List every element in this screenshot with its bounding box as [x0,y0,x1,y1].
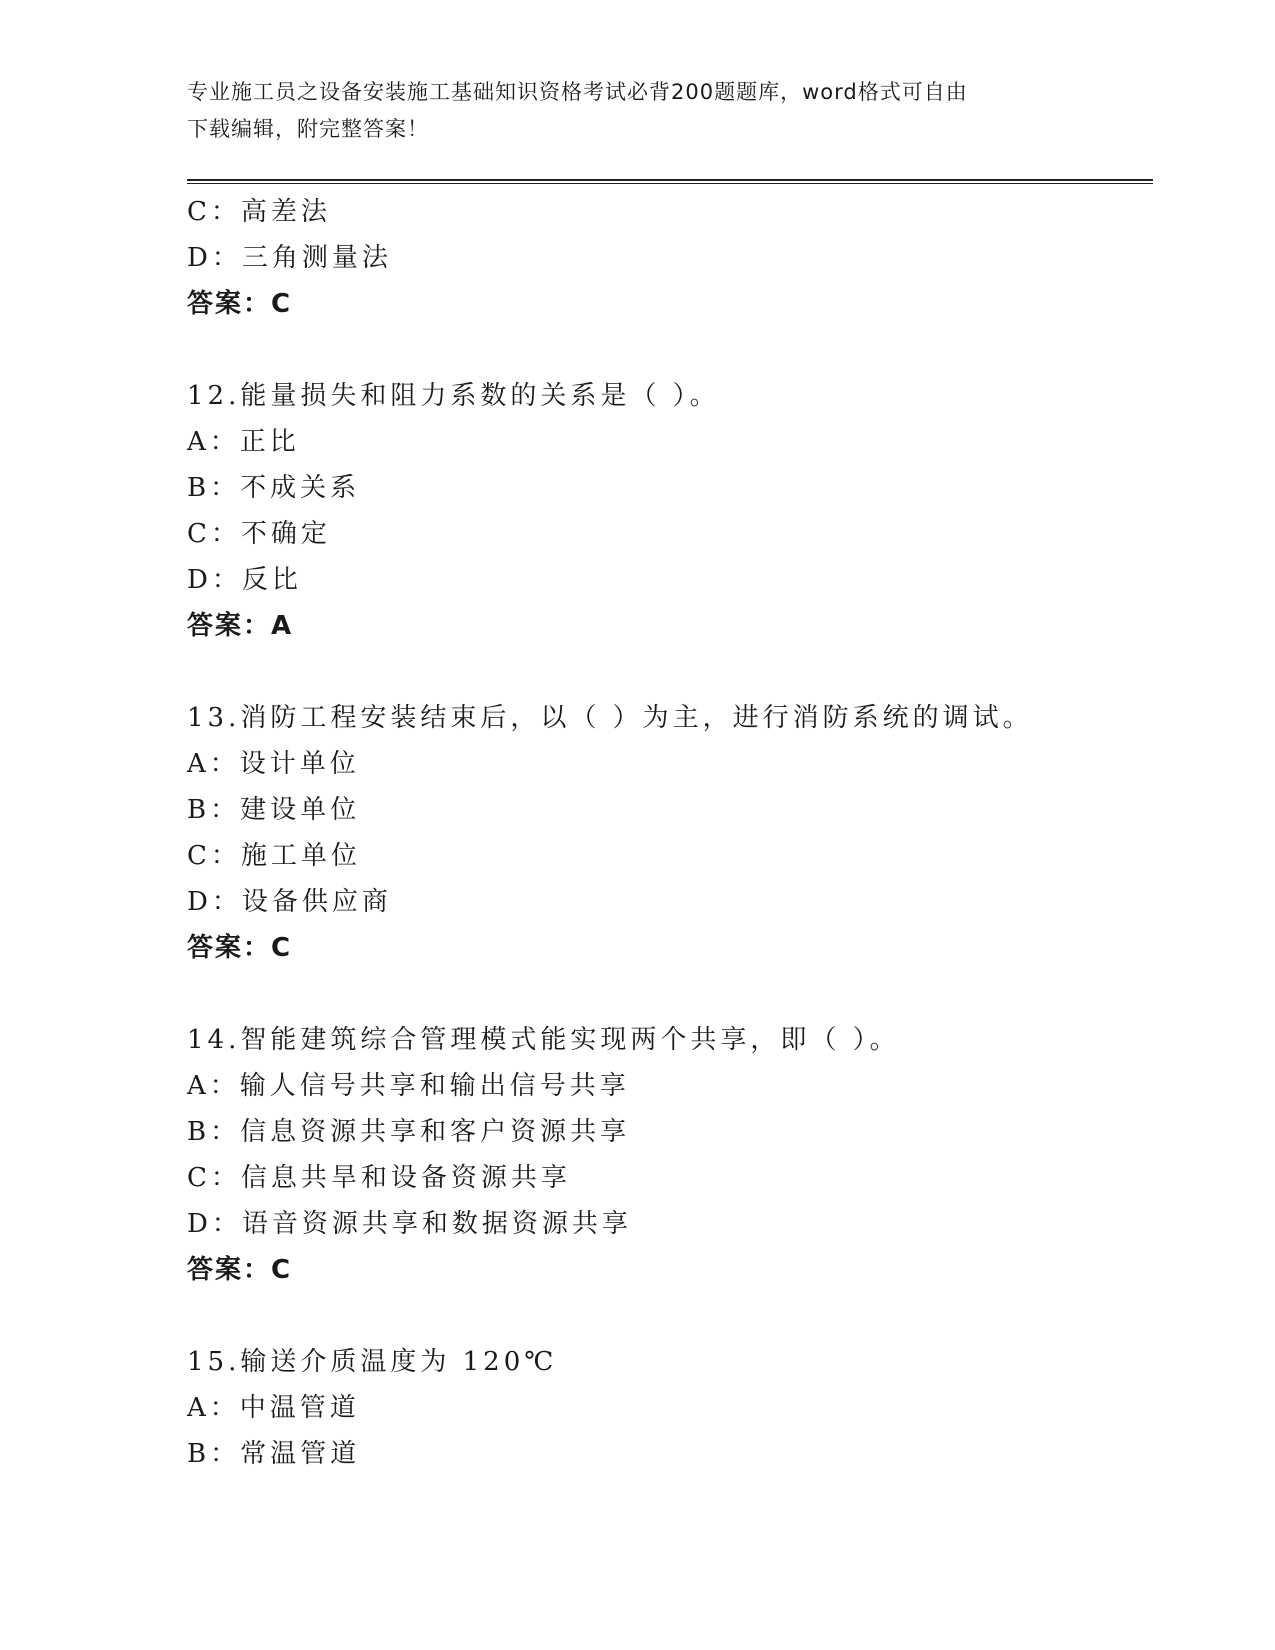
question-stem: 12.能量损失和阻力系数的关系是（ ）。 [187,381,720,411]
option-a: A：输人信号共享和输出信号共享 [187,1071,630,1101]
option-a: A：正比 [187,427,300,457]
answer: 答案：C [187,933,293,963]
spacer [187,649,1153,695]
document-header [187,74,1067,148]
question-list [187,189,1153,1477]
option-c: C：信息共旱和设备资源共享 [187,1163,571,1193]
header-divider [187,179,1153,184]
answer: 答案：C [187,1255,293,1285]
question-13 [187,695,1153,971]
option-c: C：施工单位 [187,841,361,871]
option-b: B：建设单位 [187,795,361,825]
spacer [187,971,1153,1017]
answer: 答案：C [187,289,293,319]
question-stem: 14.智能建筑综合管理模式能实现两个共享，即（ ）。 [187,1025,900,1055]
answer: 答案：A [187,611,294,641]
question-fragment [187,189,1153,327]
option-d: D：反比 [187,565,302,595]
spacer [187,327,1153,373]
option-d: D：三角测量法 [187,243,392,273]
question-12 [187,373,1153,649]
spacer [187,1293,1153,1339]
question-14 [187,1017,1153,1293]
option-d: D：语音资源共享和数据资源共享 [187,1209,632,1239]
option-a: A：设计单位 [187,749,360,779]
header-title-line-2: 下载编辑，附完整答案！ [187,117,429,141]
option-d: D：设备供应商 [187,887,392,917]
option-c: C：高差法 [187,197,331,227]
question-stem: 15.输送介质温度为 120℃ [187,1347,558,1377]
option-b: B：信息资源共享和客户资源共享 [187,1117,631,1147]
option-b: B：常温管道 [187,1439,361,1469]
question-15 [187,1339,1153,1477]
question-stem: 13.消防工程安装结束后，以（ ）为主，进行消防系统的调试。 [187,703,1033,733]
option-c: C：不确定 [187,519,331,549]
option-a: A：中温管道 [187,1393,360,1423]
header-title-line-1: 专业施工员之设备安装施工基础知识资格考试必背200题题库，word格式可自由 [187,80,968,104]
option-b: B：不成关系 [187,473,361,503]
